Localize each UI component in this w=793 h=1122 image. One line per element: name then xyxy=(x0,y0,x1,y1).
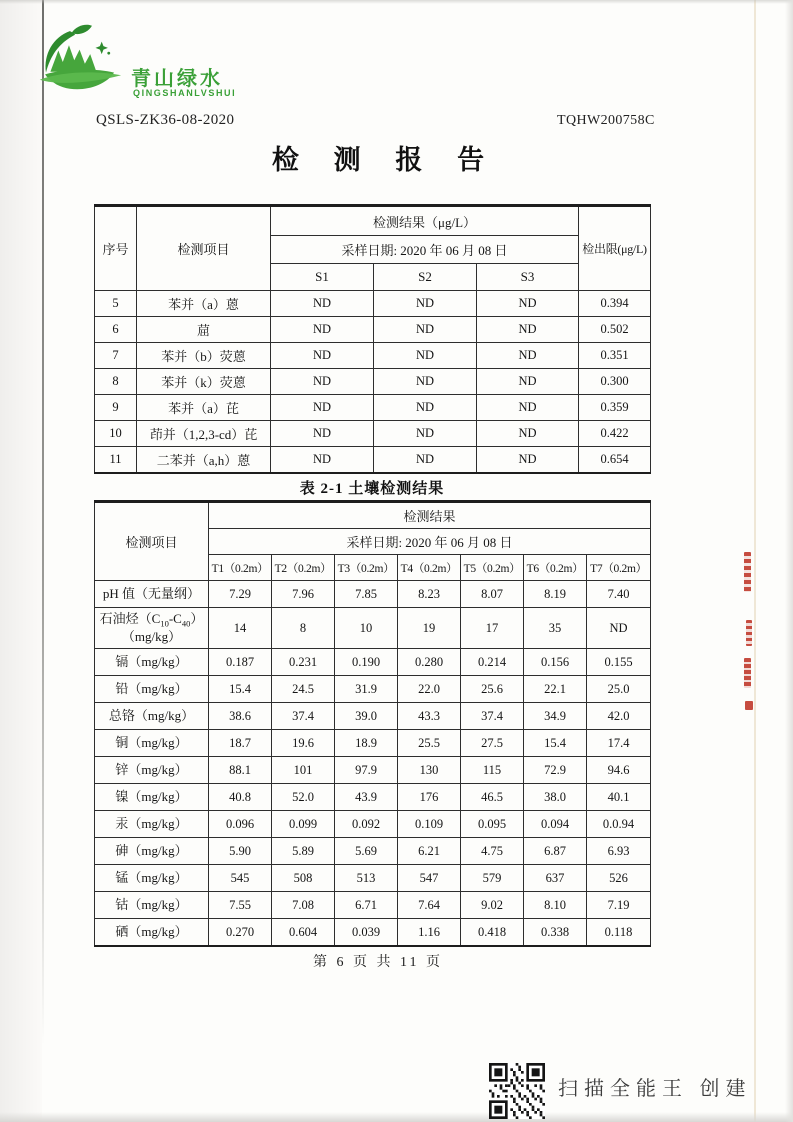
table2-row xyxy=(95,784,651,811)
table1-sample-col-header: S3 xyxy=(477,264,579,291)
result-value-cell: 7.29 xyxy=(209,581,272,608)
logo-company-name: 青山绿水 xyxy=(131,68,223,90)
red-seal-fragment xyxy=(744,552,751,592)
table2-sample-col-header: T5（0.2m） xyxy=(461,555,524,581)
result-value-cell: 0.418 xyxy=(461,919,524,947)
table1-header-row-1 xyxy=(95,206,651,236)
result-value-cell: 17.4 xyxy=(587,730,651,757)
result-value-cell: 0.270 xyxy=(209,919,272,947)
result-value-cell: 9.02 xyxy=(461,892,524,919)
result-value-cell: 7.64 xyxy=(398,892,461,919)
result-value-cell: 0.0.94 xyxy=(587,811,651,838)
table1-row xyxy=(95,291,651,317)
result-value-cell: ND xyxy=(271,395,374,421)
result-value-cell: 39.0 xyxy=(335,703,398,730)
result-value-cell: 24.5 xyxy=(272,676,335,703)
table1-row xyxy=(95,343,651,369)
table2-sample-col-header: T7（0.2m） xyxy=(587,555,651,581)
result-value-cell: 0.156 xyxy=(524,649,587,676)
result-value-cell: 1.16 xyxy=(398,919,461,947)
table1-header-seq: 序号 xyxy=(95,206,137,291)
analyte-name-cell: 苯并（a）蒽 xyxy=(137,291,271,317)
result-value-cell: 5.90 xyxy=(209,838,272,865)
result-value-cell: ND xyxy=(271,447,374,474)
result-value-cell: 545 xyxy=(209,865,272,892)
analyte-name-cell: 铅（mg/kg） xyxy=(95,676,209,703)
table2-caption: 表 2-1 土壤检测结果 xyxy=(299,481,445,497)
result-value-cell: ND xyxy=(477,369,579,395)
result-value-cell: 0.155 xyxy=(587,649,651,676)
analyte-name-cell: 苯并（k）荧蒽 xyxy=(137,369,271,395)
result-value-cell: 101 xyxy=(272,757,335,784)
result-value-cell: 176 xyxy=(398,784,461,811)
row-number-cell: 7 xyxy=(95,343,137,369)
result-value-cell: 0.118 xyxy=(587,919,651,947)
result-value-cell: 19.6 xyxy=(272,730,335,757)
result-value-cell: 7.40 xyxy=(587,581,651,608)
analyte-name-cell: 锌（mg/kg） xyxy=(95,757,209,784)
table2-row xyxy=(95,581,651,608)
result-value-cell: 7.55 xyxy=(209,892,272,919)
detection-limit-cell: 0.300 xyxy=(579,369,651,395)
result-value-cell: 31.9 xyxy=(335,676,398,703)
result-value-cell: 46.5 xyxy=(461,784,524,811)
analyte-name-cell: 硒（mg/kg） xyxy=(95,919,209,947)
result-value-cell: ND xyxy=(374,343,477,369)
result-value-cell: 19 xyxy=(398,608,461,649)
table2-row xyxy=(95,919,651,947)
result-value-cell: 34.9 xyxy=(524,703,587,730)
table1-row xyxy=(95,317,651,343)
result-value-cell: 37.4 xyxy=(461,703,524,730)
result-value-cell: 6.21 xyxy=(398,838,461,865)
table1-row xyxy=(95,369,651,395)
logo-mountain-icon xyxy=(38,24,130,108)
analyte-name-cell: 茚并（1,2,3-cd）芘 xyxy=(137,421,271,447)
detection-limit-cell: 0.351 xyxy=(579,343,651,369)
table2-sample-col-header: T3（0.2m） xyxy=(335,555,398,581)
qr-code-icon xyxy=(489,1063,545,1119)
result-value-cell: ND xyxy=(374,447,477,474)
result-value-cell: ND xyxy=(271,317,374,343)
analyte-name-cell: 钴（mg/kg） xyxy=(95,892,209,919)
result-value-cell: 0.280 xyxy=(398,649,461,676)
result-value-cell: 22.1 xyxy=(524,676,587,703)
table2-sample-col-header: T2（0.2m） xyxy=(272,555,335,581)
page-number: 第 6 页 共 11 页 xyxy=(313,955,443,970)
result-value-cell: 35 xyxy=(524,608,587,649)
row-number-cell: 9 xyxy=(95,395,137,421)
result-value-cell: 52.0 xyxy=(272,784,335,811)
analyte-name-cell: 锰（mg/kg） xyxy=(95,865,209,892)
result-value-cell: 25.0 xyxy=(587,676,651,703)
result-value-cell: ND xyxy=(374,369,477,395)
table2-sampling-date: 采样日期: 2020 年 06 月 08 日 xyxy=(209,529,651,555)
result-value-cell: 5.89 xyxy=(272,838,335,865)
table1-row xyxy=(95,447,651,474)
analyte-name-cell: 苯并（b）荧蒽 xyxy=(137,343,271,369)
table2-row xyxy=(95,703,651,730)
row-number-cell: 6 xyxy=(95,317,137,343)
result-value-cell: 526 xyxy=(587,865,651,892)
result-value-cell: 7.96 xyxy=(272,581,335,608)
analyte-name-cell: pH 值（无量纲） xyxy=(95,581,209,608)
result-value-cell: 508 xyxy=(272,865,335,892)
result-value-cell: 10 xyxy=(335,608,398,649)
result-value-cell: 18.9 xyxy=(335,730,398,757)
analyte-name-cell: 总铬（mg/kg） xyxy=(95,703,209,730)
result-value-cell: 15.4 xyxy=(209,676,272,703)
analyte-name-cell: 䓛 xyxy=(137,317,271,343)
table2-sample-col-header: T1（0.2m） xyxy=(209,555,272,581)
table2-sample-col-header: T4（0.2m） xyxy=(398,555,461,581)
analyte-name-cell: 铜（mg/kg） xyxy=(95,730,209,757)
scan-bottom-shadow xyxy=(0,1112,793,1122)
water-results-table xyxy=(94,204,651,474)
result-value-cell: 0.094 xyxy=(524,811,587,838)
result-value-cell: ND xyxy=(271,421,374,447)
result-value-cell: 40.1 xyxy=(587,784,651,811)
table2-sample-col-header: T6（0.2m） xyxy=(524,555,587,581)
scan-right-shadow xyxy=(785,0,793,1122)
scanner-watermark-label: 扫描全能王 创建 xyxy=(558,1078,752,1100)
result-value-cell: 0.338 xyxy=(524,919,587,947)
result-value-cell: 7.85 xyxy=(335,581,398,608)
table2-row xyxy=(95,757,651,784)
row-number-cell: 11 xyxy=(95,447,137,474)
result-value-cell: 6.71 xyxy=(335,892,398,919)
detection-limit-cell: 0.654 xyxy=(579,447,651,474)
result-value-cell: 4.75 xyxy=(461,838,524,865)
result-value-cell: 14 xyxy=(209,608,272,649)
result-value-cell: 17 xyxy=(461,608,524,649)
analyte-name-cell: 苯并（a）芘 xyxy=(137,395,271,421)
analyte-name-cell: 二苯并（a,h）蒽 xyxy=(137,447,271,474)
red-seal-fragment xyxy=(745,701,753,710)
table2-header-result: 检测结果 xyxy=(209,502,651,529)
result-value-cell: ND xyxy=(477,395,579,421)
result-value-cell: 6.87 xyxy=(524,838,587,865)
result-value-cell: 6.93 xyxy=(587,838,651,865)
table1-row xyxy=(95,421,651,447)
red-seal-fragment xyxy=(746,620,752,646)
row-number-cell: 5 xyxy=(95,291,137,317)
result-value-cell: 43.3 xyxy=(398,703,461,730)
detection-limit-cell: 0.394 xyxy=(579,291,651,317)
table2-row xyxy=(95,730,651,757)
result-value-cell: 88.1 xyxy=(209,757,272,784)
result-value-cell: 40.8 xyxy=(209,784,272,811)
analyte-name-cell: 汞（mg/kg） xyxy=(95,811,209,838)
report-code: QSLS-ZK36-08-2020 xyxy=(96,112,235,128)
table1-row xyxy=(95,395,651,421)
result-value-cell: 0.099 xyxy=(272,811,335,838)
result-value-cell: 0.039 xyxy=(335,919,398,947)
report-title: 检 测 报 告 xyxy=(271,145,499,175)
result-value-cell: 8.07 xyxy=(461,581,524,608)
table2-row xyxy=(95,865,651,892)
result-value-cell: 579 xyxy=(461,865,524,892)
result-value-cell: 130 xyxy=(398,757,461,784)
result-value-cell: 43.9 xyxy=(335,784,398,811)
scan-top-shadow xyxy=(0,0,793,4)
result-value-cell: 0.231 xyxy=(272,649,335,676)
result-value-cell: 8.23 xyxy=(398,581,461,608)
analyte-name-cell: 镍（mg/kg） xyxy=(95,784,209,811)
result-value-cell: 18.7 xyxy=(209,730,272,757)
result-value-cell: ND xyxy=(271,343,374,369)
result-value-cell: ND xyxy=(374,421,477,447)
result-value-cell: ND xyxy=(477,291,579,317)
red-seal-fragment xyxy=(744,658,751,688)
result-value-cell: ND xyxy=(587,608,651,649)
row-number-cell: 10 xyxy=(95,421,137,447)
result-value-cell: 7.08 xyxy=(272,892,335,919)
sample-code: TQHW200758C xyxy=(557,113,655,128)
result-value-cell: 25.5 xyxy=(398,730,461,757)
result-value-cell: 637 xyxy=(524,865,587,892)
result-value-cell: 15.4 xyxy=(524,730,587,757)
result-value-cell: 8.19 xyxy=(524,581,587,608)
result-value-cell: 72.9 xyxy=(524,757,587,784)
result-value-cell: ND xyxy=(271,369,374,395)
result-value-cell: 7.19 xyxy=(587,892,651,919)
result-value-cell: 0.214 xyxy=(461,649,524,676)
table2-row xyxy=(95,608,651,649)
result-value-cell: ND xyxy=(374,395,477,421)
result-value-cell: 115 xyxy=(461,757,524,784)
result-value-cell: ND xyxy=(477,317,579,343)
result-value-cell: 5.69 xyxy=(335,838,398,865)
result-value-cell: 547 xyxy=(398,865,461,892)
result-value-cell: ND xyxy=(374,291,477,317)
result-value-cell: 0.109 xyxy=(398,811,461,838)
analyte-name-cell: 镉（mg/kg） xyxy=(95,649,209,676)
result-value-cell: 513 xyxy=(335,865,398,892)
detection-limit-cell: 0.502 xyxy=(579,317,651,343)
result-value-cell: 0.604 xyxy=(272,919,335,947)
table2-row xyxy=(95,649,651,676)
result-value-cell: 37.4 xyxy=(272,703,335,730)
analyte-name-cell: 砷（mg/kg） xyxy=(95,838,209,865)
logo-company-name-pinyin: QINGSHANLVSHUI xyxy=(133,88,237,98)
result-value-cell: 0.096 xyxy=(209,811,272,838)
soil-results-table xyxy=(94,500,651,947)
table1-header-result: 检测结果（μg/L） xyxy=(271,206,579,236)
result-value-cell: 22.0 xyxy=(398,676,461,703)
row-number-cell: 8 xyxy=(95,369,137,395)
result-value-cell: ND xyxy=(477,343,579,369)
result-value-cell: 0.095 xyxy=(461,811,524,838)
table2-row xyxy=(95,811,651,838)
result-value-cell: ND xyxy=(477,421,579,447)
result-value-cell: 97.9 xyxy=(335,757,398,784)
table2-header-item: 检测项目 xyxy=(95,502,209,581)
result-value-cell: 8 xyxy=(272,608,335,649)
result-value-cell: 0.190 xyxy=(335,649,398,676)
table1-header-detection-limit: 检出限(μg/L) xyxy=(579,206,651,291)
table2-row xyxy=(95,676,651,703)
result-value-cell: ND xyxy=(477,447,579,474)
result-value-cell: 25.6 xyxy=(461,676,524,703)
result-value-cell: 8.10 xyxy=(524,892,587,919)
result-value-cell: 94.6 xyxy=(587,757,651,784)
table1-sample-col-header: S2 xyxy=(374,264,477,291)
table2-header-row-1 xyxy=(95,502,651,529)
table1-sample-col-header: S1 xyxy=(271,264,374,291)
table2-row xyxy=(95,838,651,865)
analyte-name-cell: 石油烃$(C_{10}-C_{40})$ （mg/kg） xyxy=(95,608,209,649)
result-value-cell: 0.092 xyxy=(335,811,398,838)
table1-header-item: 检测项目 xyxy=(137,206,271,291)
result-value-cell: ND xyxy=(374,317,477,343)
result-value-cell: 27.5 xyxy=(461,730,524,757)
detection-limit-cell: 0.359 xyxy=(579,395,651,421)
detection-limit-cell: 0.422 xyxy=(579,421,651,447)
result-value-cell: 38.6 xyxy=(209,703,272,730)
result-value-cell: 0.187 xyxy=(209,649,272,676)
result-value-cell: ND xyxy=(271,291,374,317)
table2-row xyxy=(95,892,651,919)
result-value-cell: 42.0 xyxy=(587,703,651,730)
result-value-cell: 38.0 xyxy=(524,784,587,811)
table1-sampling-date: 采样日期: 2020 年 06 月 08 日 xyxy=(271,236,579,264)
